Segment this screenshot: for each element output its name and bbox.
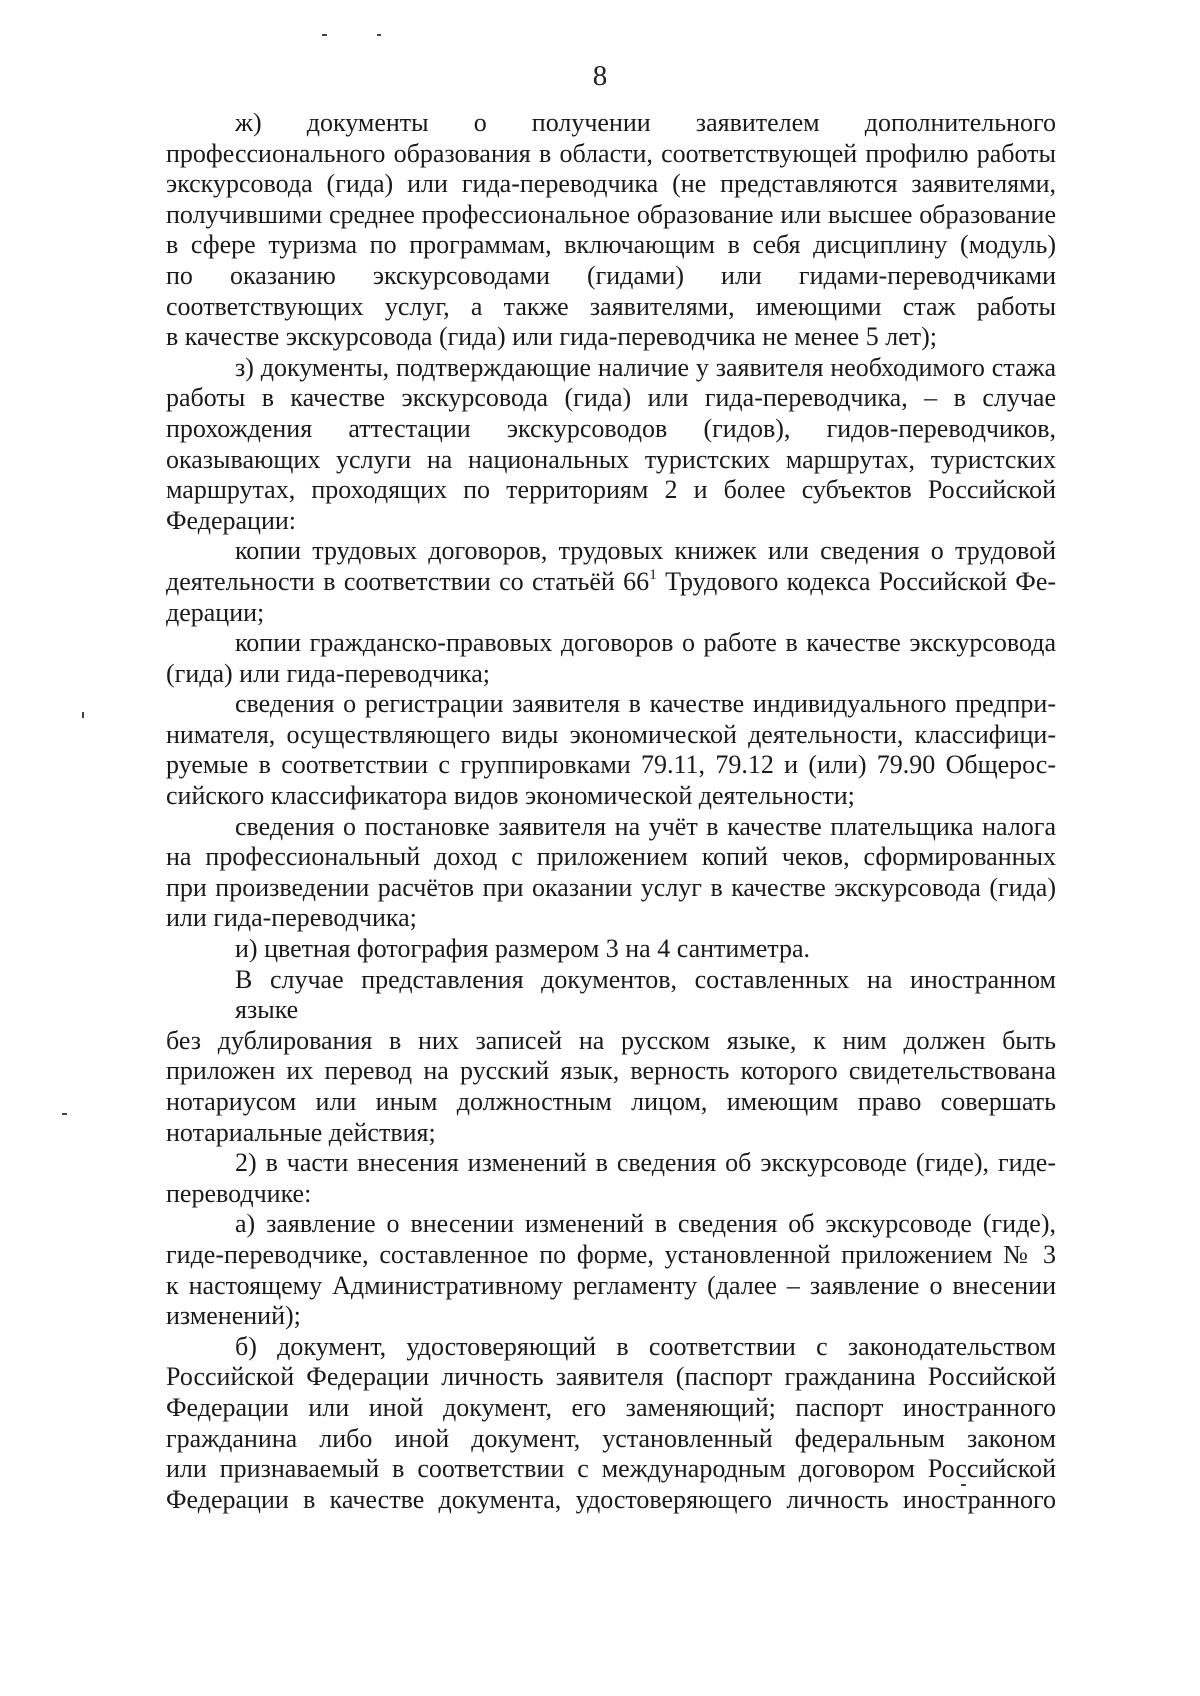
text-line: и) цветная фотография размером 3 на 4 сантиметра. bbox=[235, 934, 811, 964]
text-line: профессионального образования в области, соответствующей профилю работы bbox=[166, 138, 1056, 168]
text-line: нимателя, осуществляющего виды экономической деятельности, классифици- bbox=[166, 719, 1056, 749]
scan-speck bbox=[322, 34, 327, 36]
text-line: сведения о постановке заявителя на учёт в качестве плательщика налога bbox=[235, 811, 1056, 841]
text-line: переводчике: bbox=[166, 1178, 312, 1208]
text-line: к настоящему Административному регламенту (далее – заявление о внесении bbox=[166, 1270, 1056, 1300]
text-line: экскурсовода (гида) или гида-переводчика (не представляются заявителями, bbox=[166, 169, 1056, 199]
text-line: ж) документы о получении заявителем дополнительного bbox=[235, 108, 1056, 137]
text-line: в сфере туризма по программам, включающим в себя дисциплину (модуль) bbox=[166, 230, 1056, 260]
text-line: получившими среднее профессиональное образование или высшее образование bbox=[166, 199, 1056, 229]
text-line: в качестве экскурсовода (гида) или гида-переводчика не менее 5 лет); bbox=[166, 322, 937, 352]
text-line: сийского классификатора видов экономической деятельности; bbox=[166, 781, 855, 811]
footnote-mark: 1 bbox=[649, 566, 657, 583]
text-line: нотариусом или иным должностным лицом, имеющим право совершать bbox=[166, 1087, 1056, 1116]
text-line: гиде-переводчике, составленное по форме, установленной приложением № 3 bbox=[166, 1239, 1056, 1269]
text-line: копии трудовых договоров, трудовых книжек или сведения о трудовой bbox=[235, 536, 1056, 566]
text-line: или гида-переводчика; bbox=[166, 903, 417, 933]
text-line: Федерации в качестве документа, удостоверяющего личность иностранного bbox=[166, 1484, 1056, 1514]
paragraph-2 bbox=[166, 1148, 1056, 1209]
paragraph-zh bbox=[166, 108, 1056, 353]
text-line: руемые в соответствии с группировками 79.11, 79.12 и (или) 79.90 Общерос- bbox=[166, 750, 1056, 780]
text-line: Российской Федерации личность заявителя (паспорт гражданина Российской bbox=[166, 1362, 1056, 1392]
text-line: (гида) или гида-переводчика; bbox=[166, 658, 491, 688]
paragraph-foreign bbox=[166, 965, 1056, 1149]
text-line: на профессиональный доход с приложением копий чеков, сформированных bbox=[166, 842, 1056, 872]
text-line: сведения о регистрации заявителя в качестве индивидуального предпри- bbox=[235, 689, 1056, 719]
text-fragment: Трудового кодекса Российской Фе- bbox=[665, 566, 1057, 596]
text-line: нотариальные действия; bbox=[166, 1117, 436, 1147]
text-line: Федерации или иной документ, его заменяющий; паспорт иностранного bbox=[166, 1392, 1056, 1422]
text-line: работы в качестве экскурсовода (гида) или гида-переводчика, – в случае bbox=[166, 383, 1056, 413]
text-line: гражданина либо иной документ, установленный федеральным законом bbox=[166, 1423, 1056, 1453]
scan-speck bbox=[82, 712, 84, 718]
text-line: В случае представления документов, составленных на иностранном языке bbox=[235, 964, 1056, 1025]
text-line: приложен их перевод на русский язык, верность которого свидетельствована bbox=[166, 1056, 1056, 1086]
text-line: копии гражданско-правовых договоров о работе в качестве экскурсовода bbox=[235, 628, 1056, 658]
text-line: или признаваемый в соответствии с международным договором Российской bbox=[166, 1454, 1056, 1484]
paragraph-i bbox=[166, 934, 1056, 965]
text-line: 2) в части внесения изменений в сведения об экскурсоводе (гиде), гиде- bbox=[235, 1148, 1056, 1178]
paragraph-kopii-gpd bbox=[166, 628, 1056, 689]
text-line: оказывающих услуги на национальных туристских маршрутах, туристских bbox=[166, 444, 1056, 474]
text-line: маршрутах, проходящих по территориям 2 и более субъектов Российской bbox=[166, 475, 1056, 505]
paragraph-b bbox=[166, 1332, 1056, 1516]
text-line: изменений); bbox=[166, 1301, 301, 1331]
paragraph-npd bbox=[166, 812, 1056, 934]
text-line: б) документ, удостоверяющий в соответствии с законодательством bbox=[235, 1331, 1056, 1361]
paragraph-a bbox=[166, 1209, 1056, 1331]
text-fragment: деятельности в соответствии со статьёй 66 bbox=[166, 566, 650, 596]
scan-speck bbox=[377, 34, 381, 36]
text-line: прохождения аттестации экскурсоводов (гидов), гидов-переводчиков, bbox=[166, 413, 1056, 443]
text-line: при произведении расчётов при оказании услуг в качестве экскурсовода (гида) bbox=[166, 872, 1056, 902]
document-body bbox=[166, 108, 1056, 1515]
text-line: без дублирования в них записей на русском языке, к ним должен быть bbox=[166, 1025, 1056, 1055]
text-line: з) документы, подтверждающие наличие у заявителя необходимого стажа bbox=[235, 352, 1056, 382]
scan-speck bbox=[62, 1113, 67, 1115]
text-line: а) заявление о внесении изменений в сведения об экскурсоводе (гиде), bbox=[235, 1209, 1056, 1239]
text-line: Федерации: bbox=[166, 505, 297, 535]
paragraph-ip bbox=[166, 689, 1056, 811]
page-number: 8 bbox=[592, 60, 608, 92]
text-line: по оказанию экскурсоводами (гидами) или гидами-переводчиками bbox=[166, 260, 1056, 290]
paragraph-kopii-trud bbox=[166, 536, 1056, 628]
paragraph-z bbox=[166, 353, 1056, 537]
text-line: дерации; bbox=[166, 597, 265, 627]
text-line: соответствующих услуг, а также заявителями, имеющими стаж работы bbox=[166, 291, 1056, 321]
text-line-with-footnote bbox=[166, 567, 1056, 598]
